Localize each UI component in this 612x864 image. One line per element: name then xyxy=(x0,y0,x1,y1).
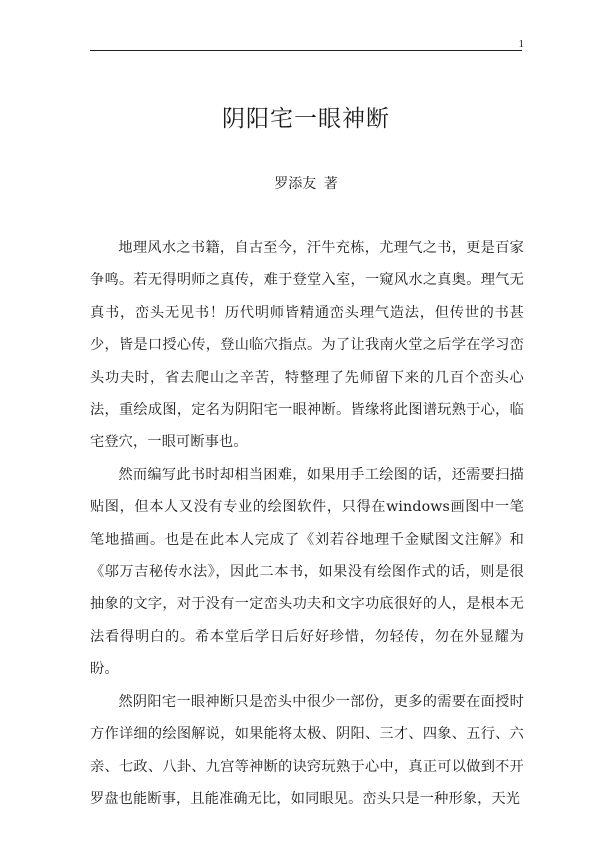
header-rule xyxy=(90,50,522,51)
paragraph-1: 地理风水之书籍，自古至今，汗牛充栋，尤理气之书，更是百家争鸣。若无得明师之真传，难于登堂入室，一窥风水之真奥。理气无真书，峦头无见书！历代明师皆精通峦头理气造法，但传世的书甚少，皆是口授心传，登山临穴指点。为了让我南火堂之后学在学习峦头功夫时，省去爬山之辛苦，特整理了先师留下来的几百个峦头心法，重绘成图，定名为阴阳宅一眼神断。皆缘将此图谱玩熟于心，临宅登穴，一眼可断事也。 xyxy=(90,240,524,451)
paragraph-3: 然阴阳宅一眼神断只是峦头中很少一部份，更多的需要在面授时方作详细的绘图解说，如果能将太极、阴阳、三才、四象、五行、六亲、七政、八卦、九宫等神断的诀窍玩熟于心中，真正可以做到不开罗盘也能断事，且能准确无比，如同眼见。峦头只是一种形象，天光 xyxy=(90,693,524,807)
document-title: 阴阳宅一眼神断 xyxy=(222,106,390,132)
document-author: 罗添友 著 xyxy=(274,176,338,192)
paragraph-2: 然而编写此书时却相当困难，如果用手工绘图的话，还需要扫描贴图，但本人又没有专业的绘图软件，只得在windows画图中一笔笔地描画。也是在此本人完成了《刘若谷地理千金赋图文注解》和《邬万吉秘传水法》，因此二本书，如果没有绘图作式的话，则是很抽象的文字，对于没有一定峦头功夫和文字功底很好的人，是根本无法看得明白的。希本堂后学日后好好珍惜，勿轻传，勿在外显耀为盼。 xyxy=(90,466,524,678)
body-text xyxy=(90,232,524,815)
page-number: 1 xyxy=(518,38,524,50)
